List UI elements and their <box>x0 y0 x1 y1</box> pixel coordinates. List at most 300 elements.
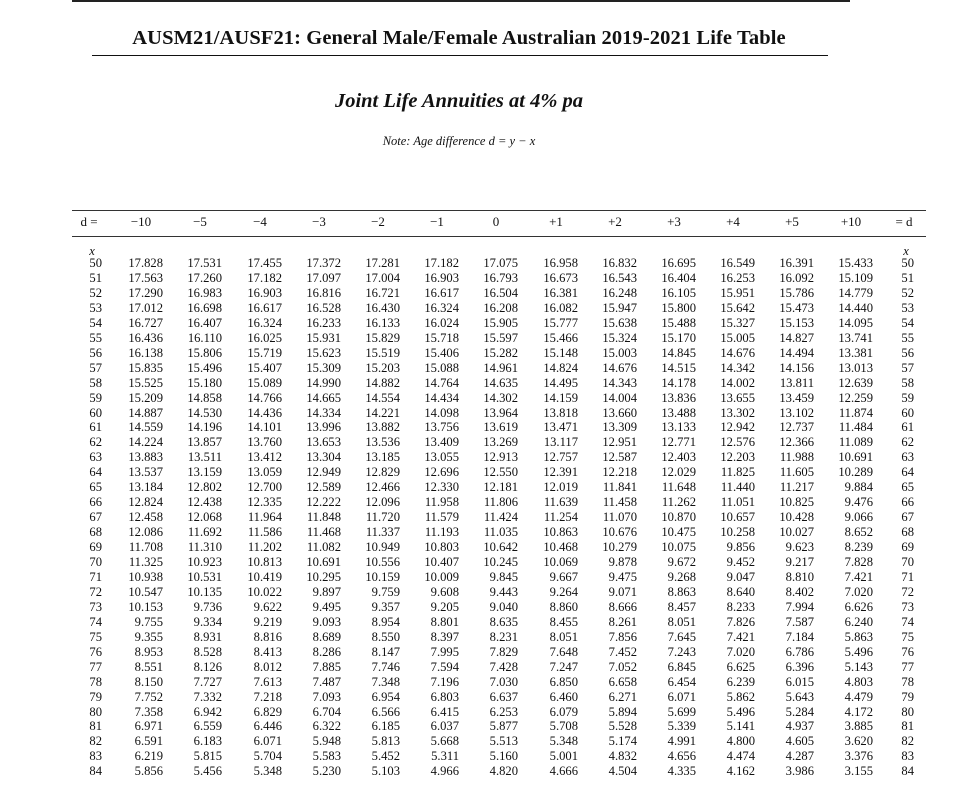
annuity-value-cell: 15.088 <box>424 360 459 375</box>
annuity-value-cell: 15.005 <box>720 330 755 345</box>
annuity-value-cell: 15.525 <box>128 375 163 390</box>
annuity-value-cell: 6.071 <box>667 689 696 704</box>
annuity-value-cell: 14.530 <box>187 405 222 420</box>
annuity-value-cell: 14.436 <box>247 405 282 420</box>
annuity-value-cell: 3.376 <box>844 749 873 764</box>
annuity-value-cell: 10.642 <box>483 540 518 555</box>
annuity-value-cell: 15.473 <box>779 300 814 315</box>
annuity-value-cell: 9.219 <box>253 614 282 629</box>
annuity-value-cell: 16.024 <box>424 315 459 330</box>
annuity-value-cell: 14.440 <box>838 300 873 315</box>
annuity-value-cell: 14.334 <box>306 405 341 420</box>
table-row <box>0 600 961 614</box>
annuity-value-cell: 12.550 <box>483 465 518 480</box>
annuity-value-cell: 8.402 <box>785 584 814 599</box>
annuity-value-cell: 16.430 <box>365 300 400 315</box>
annuity-value-cell: 7.752 <box>134 689 163 704</box>
annuity-value-cell: 6.786 <box>785 644 814 659</box>
annuity-value-cell: 10.676 <box>602 525 637 540</box>
annuity-value-cell: 7.727 <box>193 674 222 689</box>
annuity-value-cell: 12.696 <box>424 465 459 480</box>
annuity-value-cell: 5.704 <box>253 749 282 764</box>
annuity-value-cell: 7.594 <box>430 659 459 674</box>
column-header: −10 <box>130 214 152 229</box>
annuity-value-cell: 12.757 <box>543 450 578 465</box>
annuity-value-cell: 10.419 <box>247 569 282 584</box>
annuity-value-cell: 7.994 <box>785 599 814 614</box>
annuity-value-cell: 8.147 <box>371 644 400 659</box>
annuity-value-cell: 11.337 <box>365 525 400 540</box>
row-age-left: 52 <box>89 285 102 300</box>
annuity-value-cell: 13.184 <box>128 480 163 495</box>
annuity-value-cell: 11.310 <box>187 540 222 555</box>
annuity-value-cell: 12.335 <box>247 495 282 510</box>
annuity-value-cell: 13.537 <box>128 465 163 480</box>
annuity-value-cell: 12.913 <box>483 450 518 465</box>
annuity-value-cell: 14.887 <box>128 405 163 420</box>
annuity-value-cell: 6.454 <box>667 674 696 689</box>
table-row <box>0 420 961 434</box>
annuity-value-cell: 13.536 <box>365 435 400 450</box>
annuity-value-cell: 8.954 <box>371 614 400 629</box>
annuity-value-cell: 5.668 <box>430 734 459 749</box>
annuity-value-cell: 6.626 <box>844 599 873 614</box>
annuity-value-cell: 14.159 <box>543 390 578 405</box>
annuity-value-cell: 15.203 <box>365 360 400 375</box>
annuity-value-cell: 13.302 <box>720 405 755 420</box>
annuity-value-cell: 8.231 <box>489 629 518 644</box>
annuity-value-cell: 11.708 <box>128 540 163 555</box>
annuity-value-cell: 5.863 <box>844 629 873 644</box>
row-age-right: 51 <box>901 270 914 285</box>
annuity-value-cell: 12.737 <box>779 420 814 435</box>
annuity-value-cell: 8.455 <box>549 614 578 629</box>
annuity-value-cell: 15.209 <box>128 390 163 405</box>
row-age-left: 65 <box>89 480 102 495</box>
annuity-value-cell: 16.543 <box>602 270 637 285</box>
annuity-value-cell: 9.334 <box>193 614 222 629</box>
table-row <box>0 256 961 270</box>
annuity-value-cell: 4.666 <box>549 764 578 779</box>
annuity-value-cell: 4.474 <box>726 749 755 764</box>
annuity-value-cell: 5.230 <box>312 764 341 779</box>
annuity-value-cell: 16.253 <box>720 270 755 285</box>
annuity-value-cell: 7.826 <box>726 614 755 629</box>
annuity-value-cell: 7.030 <box>489 674 518 689</box>
column-header: +4 <box>726 214 740 229</box>
annuity-value-cell: 10.027 <box>779 525 814 540</box>
annuity-value-cell: 13.511 <box>187 450 222 465</box>
annuity-value-cell: 16.816 <box>306 285 341 300</box>
annuity-value-cell: 13.013 <box>838 360 873 375</box>
annuity-value-cell: 6.037 <box>430 719 459 734</box>
column-header: −2 <box>371 214 385 229</box>
annuity-value-cell: 10.949 <box>365 540 400 555</box>
annuity-value-cell: 15.777 <box>543 315 578 330</box>
annuity-value-cell: 8.635 <box>489 614 518 629</box>
annuity-value-cell: 11.070 <box>602 510 637 525</box>
annuity-value-cell: 13.857 <box>187 435 222 450</box>
annuity-value-cell: 4.287 <box>785 749 814 764</box>
row-age-left: 82 <box>89 734 102 749</box>
annuity-value-cell: 15.407 <box>247 360 282 375</box>
annuity-value-cell: 12.951 <box>602 435 637 450</box>
row-age-left: 84 <box>89 764 102 779</box>
annuity-value-cell: 16.721 <box>365 285 400 300</box>
annuity-value-cell: 13.660 <box>602 405 637 420</box>
row-age-left: 66 <box>89 495 102 510</box>
annuity-value-cell: 12.403 <box>661 450 696 465</box>
annuity-value-cell: 16.983 <box>187 285 222 300</box>
row-age-right: 56 <box>901 345 914 360</box>
annuity-value-cell: 5.103 <box>371 764 400 779</box>
annuity-value-cell: 12.086 <box>128 525 163 540</box>
annuity-value-cell: 13.459 <box>779 390 814 405</box>
annuity-value-cell: 14.002 <box>720 375 755 390</box>
annuity-value-cell: 5.452 <box>371 749 400 764</box>
row-age-left: 78 <box>89 674 102 689</box>
annuity-value-cell: 5.284 <box>785 704 814 719</box>
annuity-value-cell: 15.719 <box>247 345 282 360</box>
annuity-value-cell: 14.845 <box>661 345 696 360</box>
annuity-value-cell: 11.424 <box>483 510 518 525</box>
annuity-value-cell: 12.587 <box>602 450 637 465</box>
annuity-value-cell: 12.203 <box>720 450 755 465</box>
annuity-value-cell: 16.673 <box>543 270 578 285</box>
table-row <box>0 705 961 719</box>
annuity-value-cell: 6.566 <box>371 704 400 719</box>
annuity-value-cell: 9.040 <box>489 599 518 614</box>
row-age-right: 70 <box>901 555 914 569</box>
annuity-value-cell: 12.458 <box>128 510 163 525</box>
annuity-value-cell: 15.406 <box>424 345 459 360</box>
annuity-value-cell: 11.217 <box>779 480 814 495</box>
column-header: 0 <box>492 214 500 229</box>
annuity-value-cell: 7.093 <box>312 689 341 704</box>
annuity-value-cell: 15.180 <box>187 375 222 390</box>
row-age-right: 71 <box>901 569 914 584</box>
row-age-right: 82 <box>901 734 914 749</box>
row-age-right: 53 <box>901 300 914 315</box>
annuity-value-cell: 15.800 <box>661 300 696 315</box>
annuity-value-cell: 6.954 <box>371 689 400 704</box>
annuity-value-cell: 9.897 <box>312 584 341 599</box>
annuity-value-cell: 11.089 <box>838 435 873 450</box>
annuity-value-cell: 6.658 <box>608 674 637 689</box>
annuity-value-cell: 16.504 <box>483 285 518 300</box>
annuity-value-cell: 17.455 <box>247 256 282 270</box>
annuity-value-cell: 10.863 <box>543 525 578 540</box>
table-row <box>0 465 961 479</box>
annuity-value-cell: 12.438 <box>187 495 222 510</box>
annuity-value-cell: 7.587 <box>785 614 814 629</box>
annuity-value-cell: 15.109 <box>838 270 873 285</box>
annuity-value-cell: 4.800 <box>726 734 755 749</box>
annuity-value-cell: 14.764 <box>424 375 459 390</box>
annuity-value-cell: 14.990 <box>306 375 341 390</box>
annuity-value-cell: 15.947 <box>602 300 637 315</box>
table-row <box>0 271 961 285</box>
annuity-value-cell: 17.182 <box>424 256 459 270</box>
annuity-value-cell: 5.174 <box>608 734 637 749</box>
row-age-right: 50 <box>901 256 914 270</box>
annuity-value-cell: 11.720 <box>365 510 400 525</box>
annuity-value-cell: 10.657 <box>720 510 755 525</box>
row-age-right: 52 <box>901 285 914 300</box>
annuity-value-cell: 8.666 <box>608 599 637 614</box>
annuity-value-cell: 16.793 <box>483 270 518 285</box>
annuity-value-cell: 14.665 <box>306 390 341 405</box>
annuity-value-cell: 9.622 <box>253 599 282 614</box>
annuity-value-cell: 8.233 <box>726 599 755 614</box>
row-age-left: 75 <box>89 629 102 644</box>
table-row <box>0 734 961 748</box>
row-age-right: 74 <box>901 614 914 629</box>
annuity-value-cell: 12.019 <box>543 480 578 495</box>
annuity-value-cell: 14.221 <box>365 405 400 420</box>
row-age-left: 60 <box>89 405 102 420</box>
annuity-value-cell: 15.951 <box>720 285 755 300</box>
annuity-value-cell: 16.436 <box>128 330 163 345</box>
row-age-right: 72 <box>901 584 914 599</box>
annuity-value-cell: 15.148 <box>543 345 578 360</box>
annuity-value-cell: 5.339 <box>667 719 696 734</box>
annuity-value-cell: 15.718 <box>424 330 459 345</box>
annuity-value-cell: 14.559 <box>128 420 163 435</box>
annuity-value-cell: 10.813 <box>247 555 282 569</box>
annuity-value-cell: 14.824 <box>543 360 578 375</box>
annuity-value-cell: 5.513 <box>489 734 518 749</box>
annuity-value-cell: 5.456 <box>193 764 222 779</box>
annuity-value-cell: 15.153 <box>779 315 814 330</box>
annuity-value-cell: 8.863 <box>667 584 696 599</box>
annuity-value-cell: 16.528 <box>306 300 341 315</box>
annuity-value-cell: 9.736 <box>193 599 222 614</box>
annuity-value-cell: 11.051 <box>720 495 755 510</box>
annuity-value-cell: 15.931 <box>306 330 341 345</box>
row-age-left: 73 <box>89 599 102 614</box>
annuity-value-cell: 5.528 <box>608 719 637 734</box>
row-age-right: 59 <box>901 390 914 405</box>
annuity-value-cell: 9.878 <box>608 555 637 569</box>
annuity-value-cell: 11.958 <box>424 495 459 510</box>
annuity-value-cell: 17.372 <box>306 256 341 270</box>
annuity-value-cell: 14.676 <box>720 345 755 360</box>
row-age-left: 57 <box>89 360 102 375</box>
row-age-left: 61 <box>89 420 102 435</box>
annuity-value-cell: 10.691 <box>838 450 873 465</box>
row-age-left: 63 <box>89 450 102 465</box>
annuity-value-cell: 5.311 <box>431 749 459 764</box>
annuity-value-cell: 17.531 <box>187 256 222 270</box>
annuity-value-cell: 17.290 <box>128 285 163 300</box>
column-header: +1 <box>549 214 563 229</box>
annuity-value-cell: 6.240 <box>844 614 873 629</box>
row-age-left: 72 <box>89 584 102 599</box>
row-age-right: 62 <box>901 435 914 450</box>
annuity-value-cell: 16.133 <box>365 315 400 330</box>
annuity-value-cell: 12.096 <box>365 495 400 510</box>
row-age-left: 50 <box>89 256 102 270</box>
annuity-value-cell: 11.841 <box>602 480 637 495</box>
annuity-value-cell: 14.766 <box>247 390 282 405</box>
annuity-value-cell: 12.576 <box>720 435 755 450</box>
annuity-value-cell: 10.475 <box>661 525 696 540</box>
annuity-value-cell: 9.357 <box>371 599 400 614</box>
row-age-right: 84 <box>901 764 914 779</box>
annuity-value-cell: 7.885 <box>312 659 341 674</box>
annuity-value-cell: 5.708 <box>549 719 578 734</box>
annuity-value-cell: 7.856 <box>608 629 637 644</box>
annuity-value-cell: 12.829 <box>365 465 400 480</box>
annuity-value-cell: 16.903 <box>247 285 282 300</box>
annuity-value-cell: 6.971 <box>134 719 163 734</box>
right-d-header: = d <box>895 214 913 229</box>
table-row <box>0 719 961 733</box>
annuity-value-cell: 15.003 <box>602 345 637 360</box>
row-age-right: 73 <box>901 599 914 614</box>
table-row <box>0 540 961 554</box>
annuity-value-cell: 15.835 <box>128 360 163 375</box>
annuity-value-cell: 7.196 <box>430 674 459 689</box>
annuity-value-cell: 4.820 <box>489 764 518 779</box>
annuity-value-cell: 9.268 <box>667 569 696 584</box>
annuity-value-cell: 8.551 <box>134 659 163 674</box>
annuity-value-cell: 6.625 <box>726 659 755 674</box>
column-header: +2 <box>608 214 622 229</box>
annuity-value-cell: 15.466 <box>543 330 578 345</box>
annuity-value-cell: 7.613 <box>253 674 282 689</box>
row-age-left: 70 <box>89 555 102 569</box>
table-row <box>0 346 961 360</box>
annuity-value-cell: 17.004 <box>365 270 400 285</box>
annuity-value-cell: 5.862 <box>726 689 755 704</box>
annuity-value-cell: 15.623 <box>306 345 341 360</box>
annuity-value-cell: 13.059 <box>247 465 282 480</box>
table-row <box>0 480 961 494</box>
annuity-value-cell: 13.304 <box>306 450 341 465</box>
annuity-value-cell: 9.845 <box>489 569 518 584</box>
annuity-value-cell: 11.848 <box>306 510 341 525</box>
annuity-value-cell: 4.172 <box>844 704 873 719</box>
column-header: −4 <box>253 214 267 229</box>
annuity-value-cell: 11.082 <box>306 540 341 555</box>
annuity-value-cell: 14.095 <box>838 315 873 330</box>
annuity-value-cell: 14.434 <box>424 390 459 405</box>
annuity-value-cell: 10.075 <box>661 540 696 555</box>
row-age-left: 58 <box>89 375 102 390</box>
row-age-left: 83 <box>89 749 102 764</box>
row-age-right: 61 <box>901 420 914 435</box>
annuity-value-cell: 5.948 <box>312 734 341 749</box>
annuity-value-cell: 16.695 <box>661 256 696 270</box>
row-age-right: 75 <box>901 629 914 644</box>
annuity-value-cell: 9.759 <box>371 584 400 599</box>
annuity-value-cell: 13.055 <box>424 450 459 465</box>
annuity-value-cell: 6.704 <box>312 704 341 719</box>
annuity-value-cell: 5.643 <box>785 689 814 704</box>
annuity-value-cell: 10.022 <box>247 584 282 599</box>
table-row <box>0 675 961 689</box>
annuity-value-cell: 15.496 <box>187 360 222 375</box>
row-age-right: 55 <box>901 330 914 345</box>
annuity-value-cell: 7.487 <box>312 674 341 689</box>
annuity-value-cell: 13.882 <box>365 420 400 435</box>
annuity-value-cell: 15.806 <box>187 345 222 360</box>
annuity-value-cell: 15.282 <box>483 345 518 360</box>
table-row <box>0 450 961 464</box>
annuity-value-cell: 9.667 <box>549 569 578 584</box>
annuity-value-cell: 14.494 <box>779 345 814 360</box>
annuity-value-cell: 11.440 <box>720 480 755 495</box>
annuity-value-cell: 12.259 <box>838 390 873 405</box>
annuity-value-cell: 8.640 <box>726 584 755 599</box>
annuity-value-cell: 5.877 <box>489 719 518 734</box>
annuity-value-cell: 10.803 <box>424 540 459 555</box>
annuity-value-cell: 5.496 <box>844 644 873 659</box>
row-age-left: 79 <box>89 689 102 704</box>
annuity-value-cell: 14.156 <box>779 360 814 375</box>
row-age-right: 81 <box>901 719 914 734</box>
annuity-value-cell: 13.381 <box>838 345 873 360</box>
annuity-value-cell: 4.656 <box>667 749 696 764</box>
annuity-value-cell: 5.699 <box>667 704 696 719</box>
annuity-value-cell: 14.178 <box>661 375 696 390</box>
annuity-value-cell: 15.324 <box>602 330 637 345</box>
annuity-value-cell: 14.004 <box>602 390 637 405</box>
annuity-value-cell: 12.181 <box>483 480 518 495</box>
annuity-value-cell: 7.218 <box>253 689 282 704</box>
annuity-value-cell: 15.905 <box>483 315 518 330</box>
annuity-value-cell: 17.097 <box>306 270 341 285</box>
annuity-value-cell: 17.182 <box>247 270 282 285</box>
annuity-value-cell: 12.029 <box>661 465 696 480</box>
annuity-value-cell: 12.771 <box>661 435 696 450</box>
annuity-value-cell: 10.428 <box>779 510 814 525</box>
annuity-value-cell: 10.279 <box>602 540 637 555</box>
annuity-value-cell: 8.126 <box>193 659 222 674</box>
table-row <box>0 286 961 300</box>
annuity-value-cell: 10.289 <box>838 465 873 480</box>
annuity-value-cell: 13.760 <box>247 435 282 450</box>
annuity-value-cell: 7.648 <box>549 644 578 659</box>
table-row <box>0 316 961 330</box>
annuity-value-cell: 8.652 <box>844 525 873 540</box>
annuity-value-cell: 11.579 <box>424 510 459 525</box>
annuity-value-cell: 5.001 <box>549 749 578 764</box>
annuity-value-cell: 6.219 <box>134 749 163 764</box>
annuity-value-cell: 13.619 <box>483 420 518 435</box>
annuity-value-cell: 16.324 <box>424 300 459 315</box>
annuity-value-cell: 13.964 <box>483 405 518 420</box>
annuity-value-cell: 8.931 <box>193 629 222 644</box>
annuity-value-cell: 7.421 <box>844 569 873 584</box>
column-header: −1 <box>430 214 444 229</box>
table-row <box>0 555 961 569</box>
annuity-value-cell: 8.528 <box>193 644 222 659</box>
annuity-value-cell: 8.261 <box>608 614 637 629</box>
table-row <box>0 660 961 674</box>
annuity-value-cell: 14.882 <box>365 375 400 390</box>
annuity-value-cell: 8.413 <box>253 644 282 659</box>
annuity-value-cell: 13.883 <box>128 450 163 465</box>
row-age-right: 78 <box>901 674 914 689</box>
annuity-value-cell: 16.727 <box>128 315 163 330</box>
table-row <box>0 495 961 509</box>
annuity-value-cell: 6.591 <box>134 734 163 749</box>
annuity-value-cell: 8.051 <box>549 629 578 644</box>
annuity-value-cell: 14.635 <box>483 375 518 390</box>
